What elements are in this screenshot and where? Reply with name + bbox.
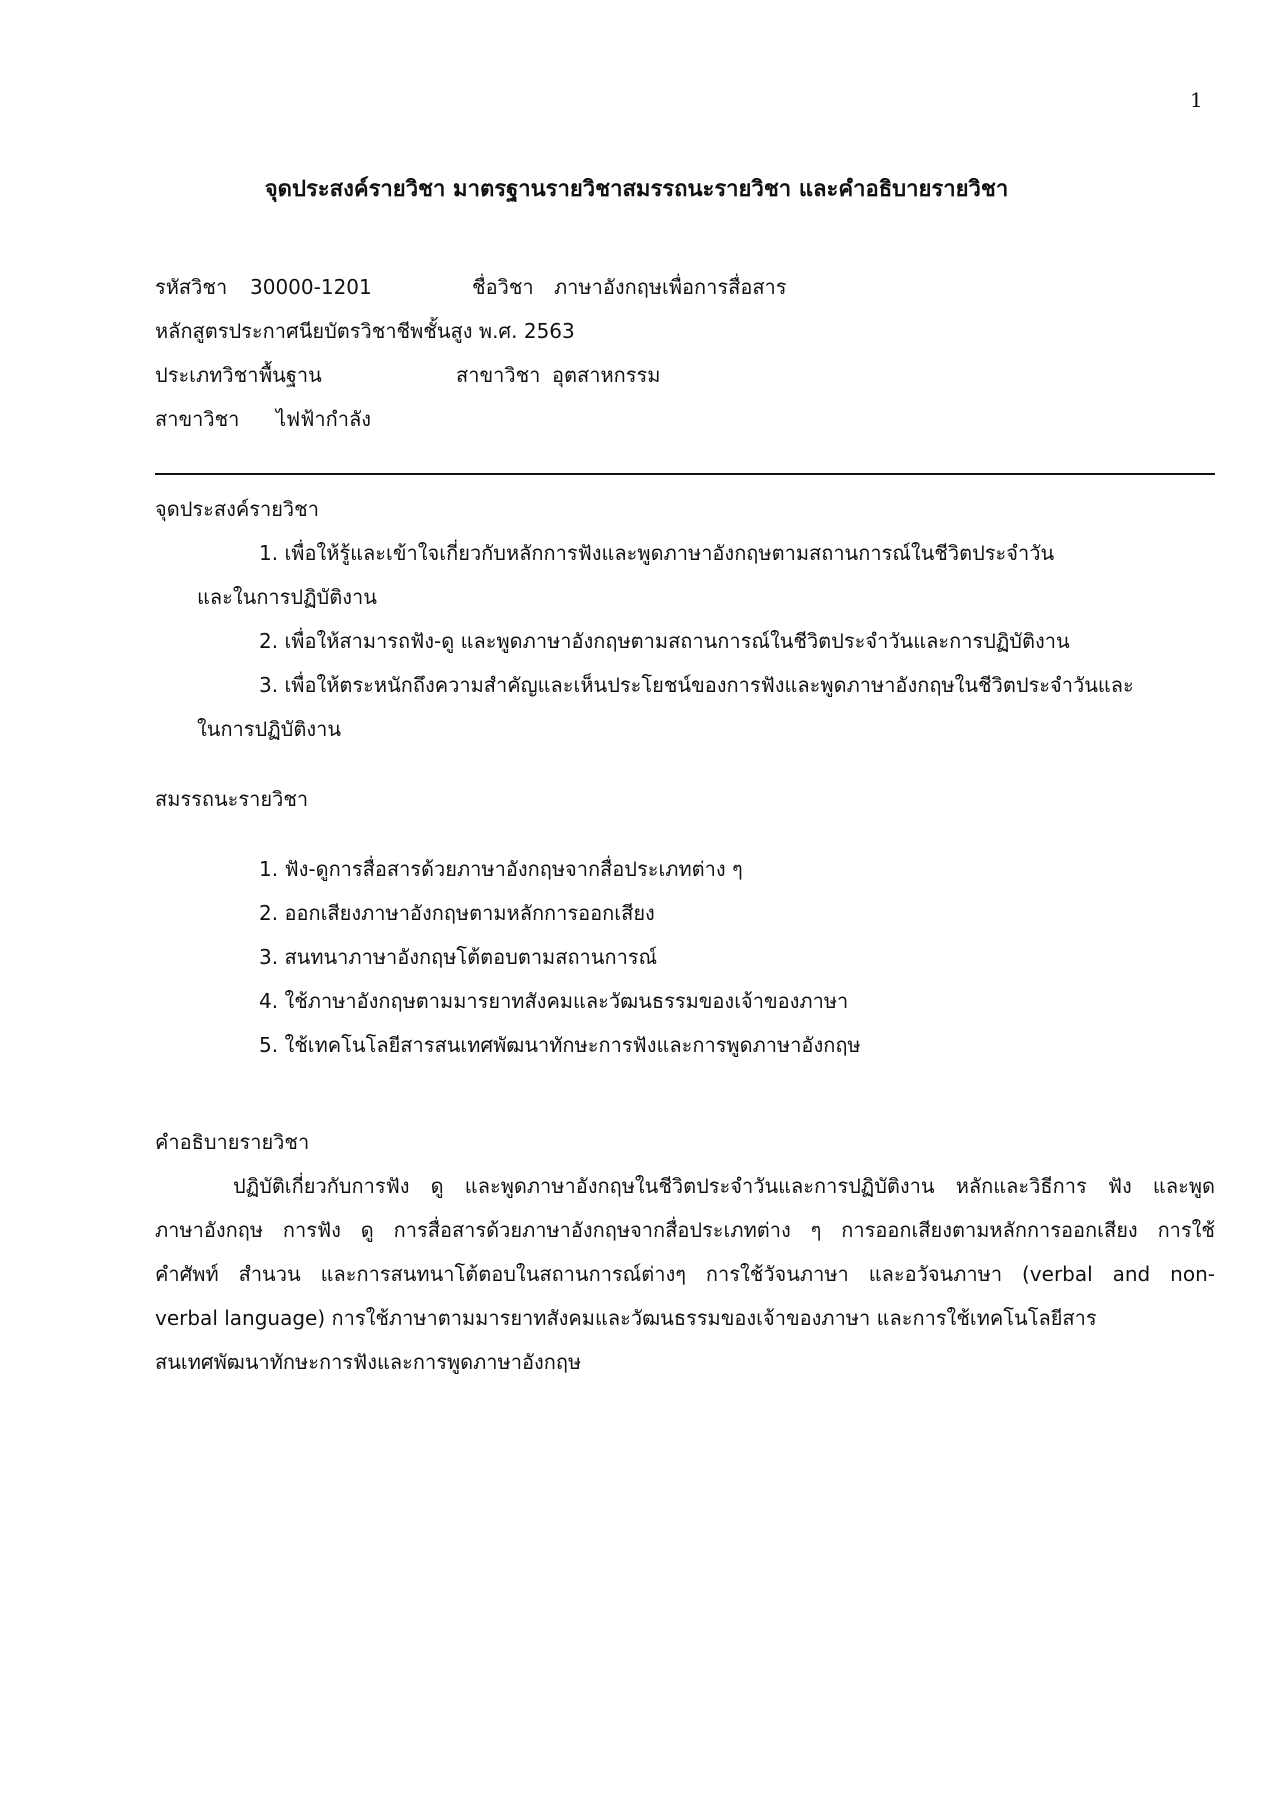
description-line: ภาษาอังกฤษ การฟัง ดู การสื่อสารด้วยภาษาอังกฤษจากสื่อประเภทต่าง ๆ การออกเสียงตามหลักการออกเสียง การใช้ (155, 1218, 1215, 1242)
description-line: คำศัพท์ สำนวน และการสนทนาโต้ตอบในสถานการณ์ต่างๆ การใช้วัจนภาษา และอวัจนภาษา (verbal and non- (155, 1262, 1215, 1286)
major-label: สาขาวิชา (155, 407, 240, 431)
page-title: จุดประสงค์รายวิชา มาตรฐานรายวิชาสมรรถนะรายวิชา และคำอธิบายรายวิชา (264, 177, 1009, 202)
course-name-label: ชื่อวิชา (472, 275, 534, 299)
competency-item: 2. ออกเสียงภาษาอังกฤษตามหลักการออกเสียง (259, 901, 655, 925)
field-label: สาขาวิชา (456, 363, 541, 387)
course-type-label: ประเภทวิชา (155, 363, 259, 387)
course-name-value: ภาษาอังกฤษเพื่อการสื่อสาร (554, 275, 787, 299)
curriculum-line: หลักสูตรประกาศนียบัตรวิชาชีพชั้นสูง พ.ศ. 2563 (155, 319, 575, 343)
description-heading: คำอธิบายรายวิชา (155, 1130, 310, 1154)
major-value: ไฟฟ้ากำลัง (276, 407, 371, 431)
description-line: ปฏิบัติเกี่ยวกับการฟัง ดู และพูดภาษาอังกฤษในชีวิตประจำวันและการปฏิบัติงาน หลักและวิธีการ ฟัง และพูด (233, 1174, 1215, 1198)
objective-item-1: 1. เพื่อให้รู้และเข้าใจเกี่ยวกับหลักการฟังและพูดภาษาอังกฤษตามสถานการณ์ในชีวิตประจำวัน (259, 541, 1055, 565)
competency-item: 3. สนทนาภาษาอังกฤษโต้ตอบตามสถานการณ์ (259, 945, 658, 969)
objective-item-1-continuation: และในการปฏิบัติงาน (197, 585, 377, 609)
objective-item-3-continuation: ในการปฏิบัติงาน (197, 717, 341, 741)
page-number: 1 (1190, 88, 1203, 112)
description-line: สนเทศพัฒนาทักษะการฟังและการพูดภาษาอังกฤษ (155, 1350, 582, 1374)
course-type-value: พื้นฐาน (259, 363, 322, 387)
objective-item-2: 2. เพื่อให้สามารถฟัง-ดู และพูดภาษาอังกฤษตามสถานการณ์ในชีวิตประจำวันและการปฏิบัติงาน (259, 629, 1070, 653)
objectives-heading: จุดประสงค์รายวิชา (155, 497, 319, 521)
course-code-label: รหัสวิชา (155, 275, 228, 299)
competency-item: 1. ฟัง-ดูการสื่อสารด้วยภาษาอังกฤษจากสื่อประเภทต่าง ๆ (259, 857, 743, 881)
competency-item: 4. ใช้ภาษาอังกฤษตามมารยาทสังคมและวัฒนธรรมของเจ้าของภาษา (259, 989, 849, 1013)
field-value: อุตสาหกรรม (552, 363, 661, 387)
competencies-heading: สมรรถนะรายวิชา (155, 787, 309, 811)
horizontal-divider (155, 473, 1215, 475)
description-line: verbal language) การใช้ภาษาตามมารยาทสังคมและวัฒนธรรมของเจ้าของภาษา และการใช้เทคโนโลยีสาร (155, 1306, 1097, 1330)
competency-item: 5. ใช้เทคโนโลยีสารสนเทศพัฒนาทักษะการฟังและการพูดภาษาอังกฤษ (259, 1033, 861, 1057)
objective-item-3: 3. เพื่อให้ตระหนักถึงความสำคัญและเห็นประโยชน์ของการฟังและพูดภาษาอังกฤษในชีวิตประจำวันและ (259, 673, 1134, 697)
course-code-value: 30000-1201 (250, 275, 372, 299)
